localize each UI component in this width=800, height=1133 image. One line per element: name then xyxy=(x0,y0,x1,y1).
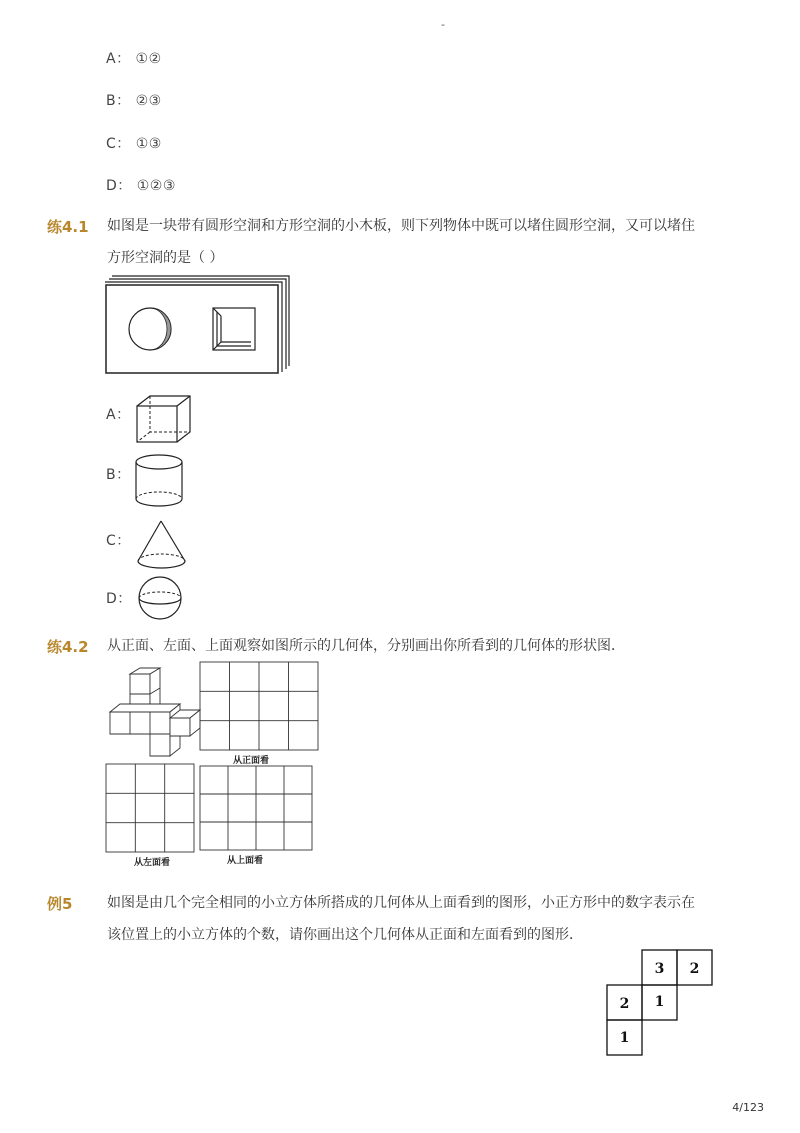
cell-count: 1 xyxy=(654,994,665,1010)
option-a-4-1: A： xyxy=(106,407,131,423)
cell-count: 2 xyxy=(689,961,700,977)
cell-count: 1 xyxy=(619,1030,630,1046)
option-value: ①③ xyxy=(135,136,162,152)
option-label: A： xyxy=(106,51,131,67)
option-c-4-1: C： xyxy=(106,533,131,549)
option-value: ①②③ xyxy=(136,178,176,194)
caption-front-view: 从正面看 xyxy=(233,756,270,766)
solid-drawing xyxy=(110,668,200,756)
option-a xyxy=(106,48,162,68)
option-b-4-1: B： xyxy=(106,467,131,483)
cell-count: 2 xyxy=(619,996,630,1012)
cell-count: 3 xyxy=(654,961,665,977)
example-text-5-line2: 该位置上的小立方体的个数，请你画出这个几何体从正面和左面看到的图形． xyxy=(107,927,583,943)
question-tag-4-1: 练4.1 xyxy=(47,218,89,236)
top-view-grid xyxy=(200,766,312,850)
question-text-4-1-line1: 如图是一块带有圆形空洞和方形空洞的小木板，则下列物体中既可以堵住圆形空洞，又可以堵住 xyxy=(107,218,695,234)
question-tag-4-2: 练4.2 xyxy=(47,638,89,656)
example-text-5-line1: 如图是由几个完全相同的小立方体所搭成的几何体从上面看到的图形，小正方形中的数字表示在 xyxy=(107,895,695,911)
option-d xyxy=(106,175,176,195)
question-text-4-2: 从正面、左面、上面观察如图所示的几何体，分别画出你所看到的几何体的形状图． xyxy=(107,638,625,654)
option-label: D： xyxy=(106,178,132,194)
option-label: B： xyxy=(106,93,131,109)
option-c xyxy=(106,133,162,153)
option-d-4-1: D： xyxy=(106,591,132,607)
caption-left-view: 从左面看 xyxy=(134,858,171,868)
question-text-4-1-line2: 方形空洞的是（ ） xyxy=(107,250,224,266)
left-view-grid xyxy=(106,764,194,852)
top-view-count-grid xyxy=(605,948,715,1058)
front-view-grid xyxy=(200,662,318,750)
caption-top-view: 从上面看 xyxy=(227,856,264,866)
option-value: ②③ xyxy=(135,93,162,109)
cube-icon xyxy=(130,392,196,446)
option-label: C： xyxy=(106,136,131,152)
cone-icon xyxy=(130,518,192,572)
board-figure xyxy=(100,268,300,378)
top-mark: - xyxy=(441,18,445,31)
cylinder-icon xyxy=(130,452,188,512)
views-figure xyxy=(102,660,322,870)
page-number: 4/123 xyxy=(732,1101,764,1114)
option-b xyxy=(106,90,162,110)
option-value: ①② xyxy=(135,51,162,67)
sphere-icon xyxy=(132,576,188,622)
example-tag-5: 例5 xyxy=(47,895,73,913)
